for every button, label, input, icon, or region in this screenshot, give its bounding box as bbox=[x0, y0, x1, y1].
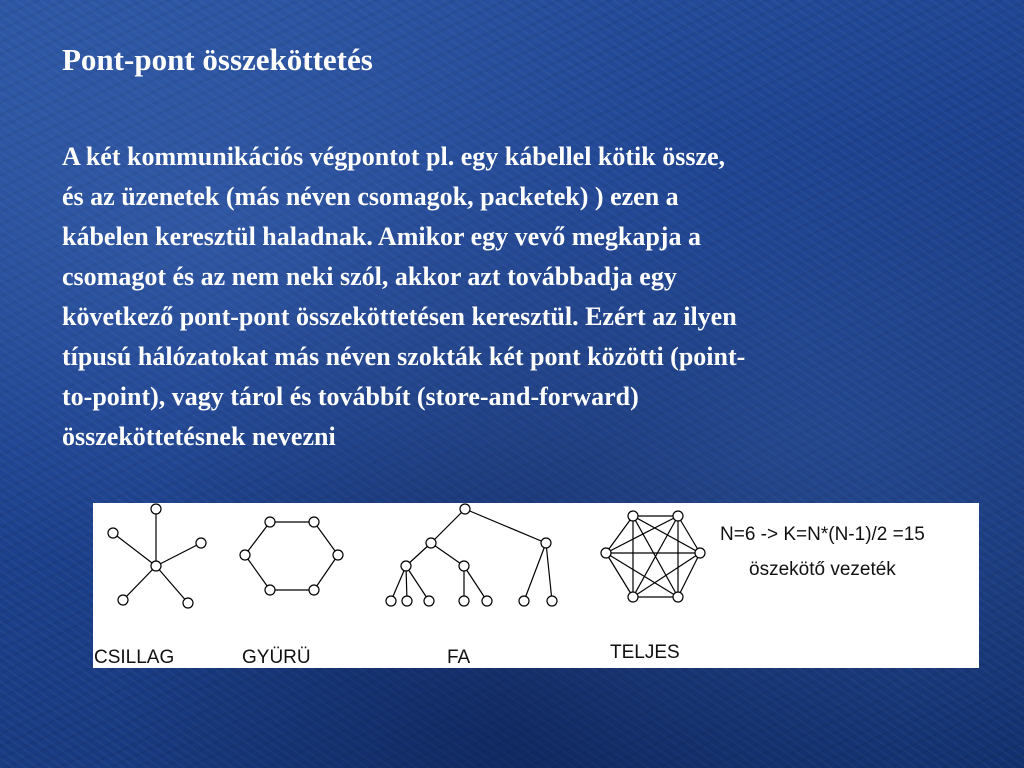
formula-text: N=6 -> K=N*(N-1)/2 =15 bbox=[720, 524, 925, 545]
ring-topology bbox=[240, 517, 343, 595]
ring-label: GYÜRÜ bbox=[242, 647, 311, 668]
slide-title: Pont-pont összeköttetés bbox=[62, 42, 373, 77]
formula-caption: öszekötő vezeték bbox=[749, 559, 896, 580]
tree-topology bbox=[386, 504, 557, 606]
slide-paragraph bbox=[62, 137, 967, 457]
paragraph-line: csomagot és az nem neki szól, akkor azt továbbadja egy bbox=[62, 262, 677, 291]
paragraph-line: és az üzenetek (más néven csomagok, packetek) ) ezen a bbox=[62, 182, 679, 211]
paragraph-line: következő pont-pont összeköttetésen keresztül. Ezért az ilyen bbox=[62, 302, 737, 331]
star-topology bbox=[108, 504, 206, 608]
paragraph-line: A két kommunikációs végpontot pl. egy kábellel kötik össze, bbox=[62, 142, 726, 171]
paragraph-line: típusú hálózatokat más néven szokták két pont közötti (point- bbox=[62, 342, 746, 371]
tree-label: FA bbox=[447, 647, 471, 668]
star-label: CSILLAG bbox=[94, 647, 175, 668]
paragraph-line: to-point), vagy tárol és továbbít (store-and-forward) bbox=[62, 382, 639, 411]
full-mesh-topology bbox=[601, 511, 705, 602]
topology-figure bbox=[93, 503, 979, 668]
topology-diagram bbox=[93, 503, 979, 668]
paragraph-line: összeköttetésnek nevezni bbox=[62, 422, 336, 451]
full-label: TELJES bbox=[610, 642, 680, 663]
paragraph-line: kábelen keresztül haladnak. Amikor egy vevő megkapja a bbox=[62, 222, 701, 251]
